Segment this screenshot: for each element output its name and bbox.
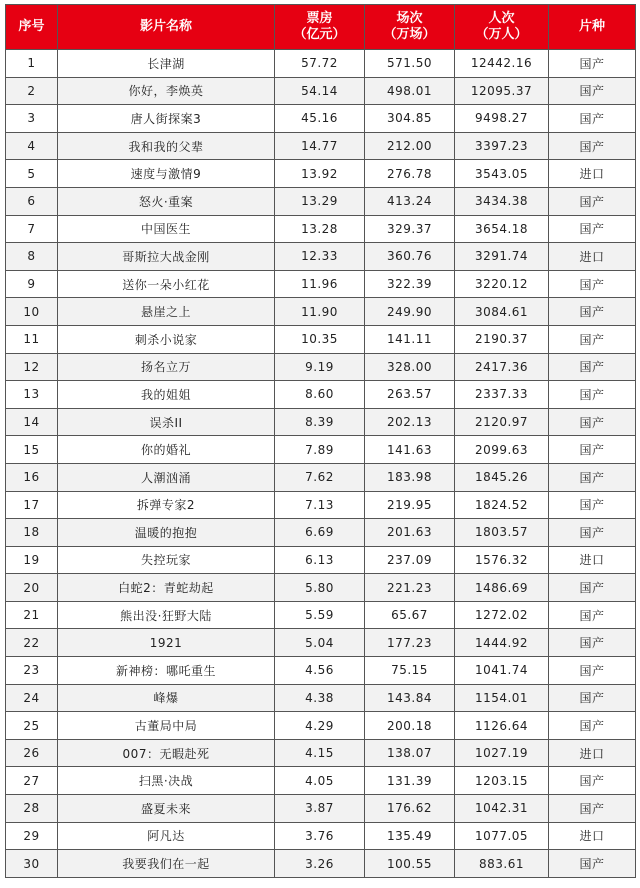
film-type-cell: 国产	[549, 767, 636, 795]
table-row	[6, 381, 636, 409]
box-office-cell: 14.77	[275, 132, 365, 160]
header-film-type	[549, 5, 636, 50]
table-row	[6, 822, 636, 850]
table-row	[6, 105, 636, 133]
rank-cell: 23	[6, 657, 58, 685]
screenings-cell: 276.78	[365, 160, 455, 188]
film-type-cell: 国产	[549, 436, 636, 464]
header-admissions	[455, 5, 549, 50]
title-cell: 长津湖	[58, 50, 275, 78]
table-row	[6, 795, 636, 823]
table-row	[6, 160, 636, 188]
rank-cell: 9	[6, 270, 58, 298]
screenings-cell: 143.84	[365, 684, 455, 712]
box-office-cell: 4.05	[275, 767, 365, 795]
admissions-cell: 3543.05	[455, 160, 549, 188]
rank-cell: 27	[6, 767, 58, 795]
rank-cell: 17	[6, 491, 58, 519]
film-type-cell: 国产	[549, 850, 636, 878]
screenings-cell: 328.00	[365, 353, 455, 381]
admissions-cell: 12095.37	[455, 77, 549, 105]
screenings-cell: 141.63	[365, 436, 455, 464]
film-type-cell: 国产	[549, 712, 636, 740]
admissions-cell: 1027.19	[455, 739, 549, 767]
screenings-cell: 131.39	[365, 767, 455, 795]
title-cell: 1921	[58, 629, 275, 657]
admissions-cell: 2337.33	[455, 381, 549, 409]
rank-cell: 24	[6, 684, 58, 712]
title-cell: 阿凡达	[58, 822, 275, 850]
film-type-cell: 国产	[549, 187, 636, 215]
screenings-cell: 360.76	[365, 243, 455, 271]
header-rank	[6, 5, 58, 50]
rank-cell: 16	[6, 463, 58, 491]
rank-cell: 21	[6, 601, 58, 629]
box-office-table	[5, 4, 636, 878]
rank-cell: 10	[6, 298, 58, 326]
rank-cell: 6	[6, 187, 58, 215]
admissions-cell: 1041.74	[455, 657, 549, 685]
admissions-cell: 2099.63	[455, 436, 549, 464]
box-office-cell: 7.13	[275, 491, 365, 519]
box-office-cell: 6.13	[275, 546, 365, 574]
header-screenings	[365, 5, 455, 50]
title-cell: 你的婚礼	[58, 436, 275, 464]
screenings-cell: 138.07	[365, 739, 455, 767]
film-type-cell: 进口	[549, 160, 636, 188]
box-office-cell: 4.15	[275, 739, 365, 767]
table-row	[6, 408, 636, 436]
table-row	[6, 767, 636, 795]
admissions-cell: 1126.64	[455, 712, 549, 740]
admissions-cell: 1077.05	[455, 822, 549, 850]
table-row	[6, 187, 636, 215]
screenings-cell: 322.39	[365, 270, 455, 298]
film-type-cell: 国产	[549, 601, 636, 629]
box-office-cell: 4.56	[275, 657, 365, 685]
admissions-cell: 2417.36	[455, 353, 549, 381]
admissions-cell: 1272.02	[455, 601, 549, 629]
table-row	[6, 519, 636, 547]
title-cell: 失控玩家	[58, 546, 275, 574]
box-office-cell: 13.29	[275, 187, 365, 215]
title-cell: 怒火·重案	[58, 187, 275, 215]
film-type-cell: 国产	[549, 325, 636, 353]
header-label: 场次	[396, 11, 423, 26]
box-office-cell: 7.89	[275, 436, 365, 464]
film-type-cell: 国产	[549, 463, 636, 491]
rank-cell: 3	[6, 105, 58, 133]
admissions-cell: 1203.15	[455, 767, 549, 795]
box-office-cell: 9.19	[275, 353, 365, 381]
title-cell: 我和我的父辈	[58, 132, 275, 160]
title-cell: 唐人街探案3	[58, 105, 275, 133]
rank-cell: 18	[6, 519, 58, 547]
title-cell: 峰爆	[58, 684, 275, 712]
table-header	[6, 5, 636, 50]
screenings-cell: 202.13	[365, 408, 455, 436]
table-body	[6, 50, 636, 878]
title-cell: 温暖的抱抱	[58, 519, 275, 547]
box-office-cell: 45.16	[275, 105, 365, 133]
table-row	[6, 850, 636, 878]
box-office-table-container	[5, 4, 635, 878]
header-label: 影片名称	[139, 19, 192, 34]
table-row	[6, 546, 636, 574]
title-cell: 哥斯拉大战金刚	[58, 243, 275, 271]
title-cell: 熊出没·狂野大陆	[58, 601, 275, 629]
table-row	[6, 243, 636, 271]
table-row	[6, 77, 636, 105]
table-row	[6, 325, 636, 353]
title-cell: 盛夏未来	[58, 795, 275, 823]
table-row	[6, 712, 636, 740]
header-title	[58, 5, 275, 50]
screenings-cell: 212.00	[365, 132, 455, 160]
box-office-cell: 6.69	[275, 519, 365, 547]
rank-cell: 1	[6, 50, 58, 78]
title-cell: 扬名立万	[58, 353, 275, 381]
box-office-cell: 13.92	[275, 160, 365, 188]
title-cell: 悬崖之上	[58, 298, 275, 326]
table-row	[6, 463, 636, 491]
box-office-cell: 4.38	[275, 684, 365, 712]
box-office-cell: 5.04	[275, 629, 365, 657]
rank-cell: 30	[6, 850, 58, 878]
screenings-cell: 100.55	[365, 850, 455, 878]
film-type-cell: 国产	[549, 50, 636, 78]
table-row	[6, 491, 636, 519]
rank-cell: 28	[6, 795, 58, 823]
screenings-cell: 263.57	[365, 381, 455, 409]
rank-cell: 8	[6, 243, 58, 271]
film-type-cell: 国产	[549, 77, 636, 105]
film-type-cell: 国产	[549, 105, 636, 133]
admissions-cell: 9498.27	[455, 105, 549, 133]
screenings-cell: 65.67	[365, 601, 455, 629]
header-unit: （万场）	[383, 27, 436, 42]
rank-cell: 26	[6, 739, 58, 767]
box-office-cell: 3.76	[275, 822, 365, 850]
box-office-cell: 4.29	[275, 712, 365, 740]
title-cell: 拆弹专家2	[58, 491, 275, 519]
title-cell: 我要我们在一起	[58, 850, 275, 878]
film-type-cell: 进口	[549, 739, 636, 767]
rank-cell: 22	[6, 629, 58, 657]
film-type-cell: 国产	[549, 795, 636, 823]
film-type-cell: 国产	[549, 353, 636, 381]
box-office-cell: 54.14	[275, 77, 365, 105]
admissions-cell: 1845.26	[455, 463, 549, 491]
film-type-cell: 国产	[549, 684, 636, 712]
table-row	[6, 353, 636, 381]
admissions-cell: 1824.52	[455, 491, 549, 519]
title-cell: 误杀II	[58, 408, 275, 436]
title-cell: 007：无暇赴死	[58, 739, 275, 767]
table-row	[6, 50, 636, 78]
film-type-cell: 国产	[549, 270, 636, 298]
table-row	[6, 436, 636, 464]
table-row	[6, 215, 636, 243]
table-row	[6, 601, 636, 629]
rank-cell: 2	[6, 77, 58, 105]
table-row	[6, 629, 636, 657]
screenings-cell: 75.15	[365, 657, 455, 685]
rank-cell: 29	[6, 822, 58, 850]
film-type-cell: 进口	[549, 822, 636, 850]
rank-cell: 15	[6, 436, 58, 464]
box-office-cell: 12.33	[275, 243, 365, 271]
screenings-cell: 200.18	[365, 712, 455, 740]
box-office-cell: 8.39	[275, 408, 365, 436]
box-office-cell: 10.35	[275, 325, 365, 353]
admissions-cell: 3291.74	[455, 243, 549, 271]
film-type-cell: 国产	[549, 381, 636, 409]
rank-cell: 4	[6, 132, 58, 160]
title-cell: 扫黑·决战	[58, 767, 275, 795]
film-type-cell: 国产	[549, 408, 636, 436]
admissions-cell: 2120.97	[455, 408, 549, 436]
film-type-cell: 国产	[549, 298, 636, 326]
box-office-cell: 3.87	[275, 795, 365, 823]
film-type-cell: 国产	[549, 629, 636, 657]
rank-cell: 19	[6, 546, 58, 574]
header-unit: （万人）	[475, 27, 528, 42]
admissions-cell: 3654.18	[455, 215, 549, 243]
header-label: 序号	[18, 19, 45, 34]
screenings-cell: 221.23	[365, 574, 455, 602]
rank-cell: 5	[6, 160, 58, 188]
table-row	[6, 657, 636, 685]
admissions-cell: 1042.31	[455, 795, 549, 823]
admissions-cell: 3397.23	[455, 132, 549, 160]
rank-cell: 25	[6, 712, 58, 740]
screenings-cell: 183.98	[365, 463, 455, 491]
title-cell: 刺杀小说家	[58, 325, 275, 353]
screenings-cell: 141.11	[365, 325, 455, 353]
film-type-cell: 国产	[549, 519, 636, 547]
admissions-cell: 3434.38	[455, 187, 549, 215]
box-office-cell: 3.26	[275, 850, 365, 878]
title-cell: 白蛇2：青蛇劫起	[58, 574, 275, 602]
title-cell: 你好，李焕英	[58, 77, 275, 105]
screenings-cell: 571.50	[365, 50, 455, 78]
header-box-office	[275, 5, 365, 50]
film-type-cell: 国产	[549, 657, 636, 685]
table-row	[6, 739, 636, 767]
admissions-cell: 3220.12	[455, 270, 549, 298]
admissions-cell: 1486.69	[455, 574, 549, 602]
title-cell: 新神榜：哪吒重生	[58, 657, 275, 685]
screenings-cell: 413.24	[365, 187, 455, 215]
admissions-cell: 3084.61	[455, 298, 549, 326]
admissions-cell: 12442.16	[455, 50, 549, 78]
box-office-cell: 8.60	[275, 381, 365, 409]
admissions-cell: 2190.37	[455, 325, 549, 353]
film-type-cell: 进口	[549, 243, 636, 271]
box-office-cell: 11.90	[275, 298, 365, 326]
box-office-cell: 7.62	[275, 463, 365, 491]
film-type-cell: 进口	[549, 546, 636, 574]
screenings-cell: 249.90	[365, 298, 455, 326]
box-office-cell: 57.72	[275, 50, 365, 78]
admissions-cell: 883.61	[455, 850, 549, 878]
header-label: 片种	[578, 19, 605, 34]
admissions-cell: 1803.57	[455, 519, 549, 547]
film-type-cell: 国产	[549, 215, 636, 243]
film-type-cell: 国产	[549, 491, 636, 519]
rank-cell: 12	[6, 353, 58, 381]
title-cell: 我的姐姐	[58, 381, 275, 409]
admissions-cell: 1444.92	[455, 629, 549, 657]
table-row	[6, 132, 636, 160]
film-type-cell: 国产	[549, 132, 636, 160]
admissions-cell: 1154.01	[455, 684, 549, 712]
table-row	[6, 684, 636, 712]
box-office-cell: 11.96	[275, 270, 365, 298]
header-row	[6, 5, 636, 50]
screenings-cell: 237.09	[365, 546, 455, 574]
screenings-cell: 498.01	[365, 77, 455, 105]
screenings-cell: 219.95	[365, 491, 455, 519]
screenings-cell: 329.37	[365, 215, 455, 243]
header-label: 票房	[306, 11, 333, 26]
title-cell: 中国医生	[58, 215, 275, 243]
screenings-cell: 201.63	[365, 519, 455, 547]
admissions-cell: 1576.32	[455, 546, 549, 574]
title-cell: 速度与激情9	[58, 160, 275, 188]
table-row	[6, 574, 636, 602]
rank-cell: 13	[6, 381, 58, 409]
title-cell: 古董局中局	[58, 712, 275, 740]
rank-cell: 20	[6, 574, 58, 602]
film-type-cell: 国产	[549, 574, 636, 602]
title-cell: 人潮汹涌	[58, 463, 275, 491]
box-office-cell: 13.28	[275, 215, 365, 243]
screenings-cell: 176.62	[365, 795, 455, 823]
screenings-cell: 135.49	[365, 822, 455, 850]
header-label: 人次	[488, 11, 515, 26]
box-office-cell: 5.80	[275, 574, 365, 602]
rank-cell: 14	[6, 408, 58, 436]
table-row	[6, 270, 636, 298]
box-office-cell: 5.59	[275, 601, 365, 629]
table-row	[6, 298, 636, 326]
title-cell: 送你一朵小红花	[58, 270, 275, 298]
rank-cell: 7	[6, 215, 58, 243]
screenings-cell: 177.23	[365, 629, 455, 657]
rank-cell: 11	[6, 325, 58, 353]
screenings-cell: 304.85	[365, 105, 455, 133]
header-unit: （亿元）	[293, 27, 346, 42]
